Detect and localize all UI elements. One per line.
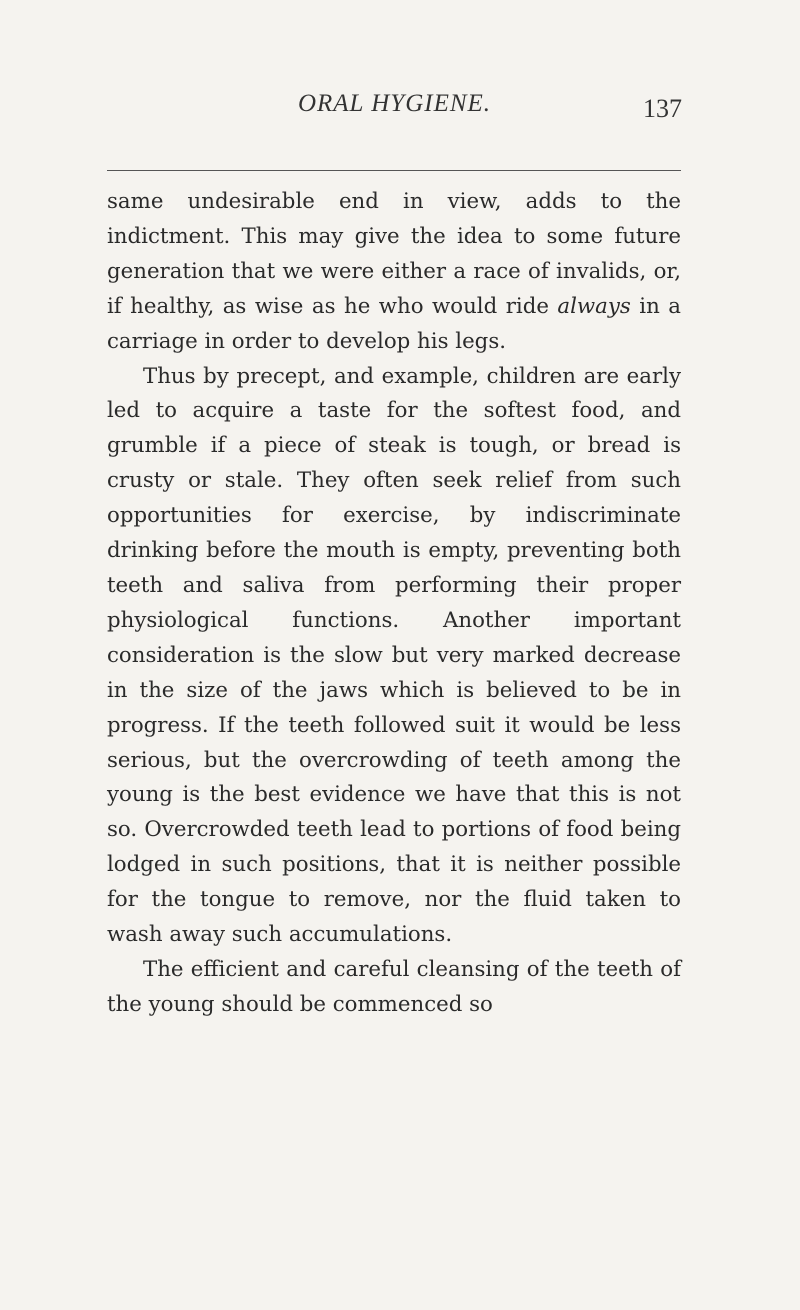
running-head-title: ORAL HYGIENE. bbox=[297, 90, 492, 117]
page-number: 137 bbox=[643, 94, 682, 123]
body-text bbox=[107, 185, 681, 1023]
running-head bbox=[107, 90, 682, 130]
header-rule bbox=[107, 170, 681, 171]
paragraph-1-text: same undesirable end in view, adds to the indictment. This may give the idea to some future generation that we were either a race of invalids, or, if healthy, as wise as he who would ride bbox=[107, 189, 681, 319]
paragraph-continued bbox=[107, 185, 681, 360]
paragraph: Thus by precept, and example, children are early led to acquire a taste for the softest food, and grumble if a piece of steak is tough, or bread is crusty or stale. They often seek relief from such opportunities for exercise, by indiscriminate drinking before the mouth is empty, preventing both teeth and saliva from performing their proper physiological functions. Another important consideration is the slow but very marked decrease in the size of the jaws which is believed to be in progress. If the teeth followed suit it would be less serious, but the overcrowding of teeth among the young is the best evidence we have that this is not so. Overcrowded teeth lead to portions of food being lodged in such positions, that it is neither possible for the tongue to remove, nor the fluid taken to wash away such accumulations. bbox=[107, 363, 681, 948]
paragraph-1-emphasis: always bbox=[557, 293, 631, 319]
paragraph-1-text-end: in a carriage in order to develop his legs. bbox=[107, 293, 682, 354]
paragraph: The efficient and careful cleansing of the teeth of the young should be commenced so bbox=[107, 956, 681, 1017]
